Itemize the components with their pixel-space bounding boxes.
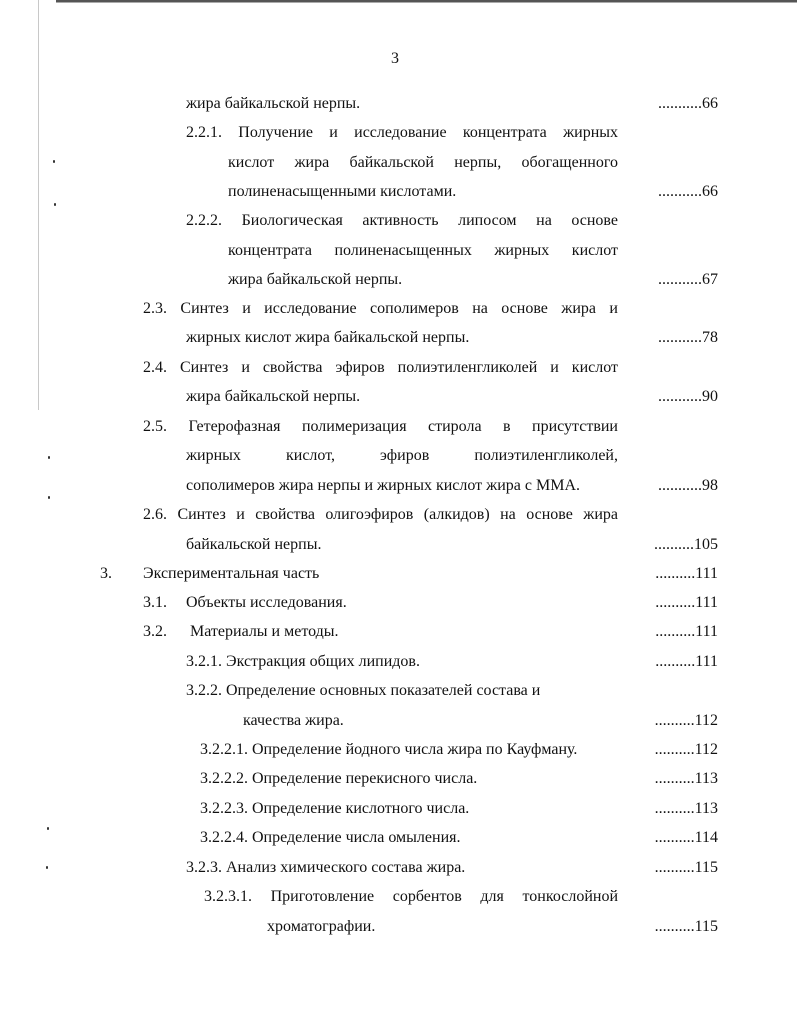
toc-entry-text: байкальской нерпы.: [186, 536, 322, 553]
page-number: 3: [391, 50, 399, 67]
toc-page-ref: ...........98: [658, 477, 718, 494]
toc-entry-text: качества жира.: [243, 712, 344, 729]
toc-page-ref: ..........115: [654, 918, 718, 935]
scan-speck: [48, 456, 50, 459]
toc-section-number: 3.: [100, 565, 112, 582]
toc-page-ref: ...........66: [658, 95, 718, 112]
toc-entry-text: 2.5. Гетерофазная полимеризация стирола в присутствии: [143, 418, 618, 435]
toc-page-ref: ..........105: [654, 536, 718, 553]
toc-entry-text: 3.2.2.4. Определение числа омыления.: [200, 829, 461, 846]
toc-entry-text: 2.4. Синтез и свойства эфиров полиэтиленгликолей и кислот: [143, 359, 618, 376]
toc-entry-text: хроматографии.: [267, 918, 376, 935]
toc-page-ref: ..........112: [654, 712, 718, 729]
toc-entry-text: кислот жира байкальской нерпы, обогащенного: [228, 154, 618, 171]
toc-entry-text: Экспериментальная часть: [143, 565, 320, 582]
toc-page-ref: ...........66: [658, 183, 718, 200]
toc-page-ref: ...........90: [658, 388, 718, 405]
scan-speck: [47, 827, 49, 830]
toc-page-ref: ..........114: [654, 829, 718, 846]
toc-page-ref: ..........113: [654, 770, 718, 787]
toc-entry-text: 3.2.2.1. Определение йодного числа жира по Кауфману.: [200, 741, 578, 758]
toc-page-ref: ...........78: [658, 329, 718, 346]
toc-page-ref: ..........115: [654, 859, 718, 876]
toc-page-ref: ..........111: [655, 565, 718, 582]
scan-margin-line: [38, 0, 39, 410]
toc-page-ref: ..........111: [655, 623, 718, 640]
toc-entry-text: полиненасыщенными кислотами.: [228, 183, 457, 200]
toc-entry-text: концентрата полиненасыщенных жирных кислот: [228, 242, 618, 259]
toc-page-ref: ..........112: [654, 741, 718, 758]
toc-entry-text: 3.2.1. Экстракция общих липидов.: [186, 653, 420, 670]
toc-entry-text: 3.2.2.3. Определение кислотного числа.: [200, 800, 470, 817]
top-border-line-shadow: [56, 2, 797, 3]
toc-section-number: 3.1.: [143, 594, 167, 611]
toc-entry-text: 2.3. Синтез и исследование сополимеров на основе жира и: [143, 300, 618, 317]
scan-speck: [48, 496, 50, 499]
toc-entry-text: 2.6. Синтез и свойства олигоэфиров (алкидов) на основе жира: [143, 506, 618, 523]
toc-entry-text: 3.2.2.2. Определение перекисного числа.: [200, 770, 478, 787]
toc-entry-text: Материалы и методы.: [190, 623, 339, 640]
toc-entry-text: 2.2.2. Биологическая активность липосом на основе: [186, 212, 618, 229]
toc-entry-text: сополимеров жира нерпы и жирных кислот жира с ММА.: [186, 477, 580, 494]
toc-section-number: 3.2.: [143, 623, 167, 640]
scan-speck: [54, 203, 56, 206]
scan-speck: [53, 160, 55, 163]
toc-entry-text: 3.2.2. Определение основных показателей состава и: [186, 682, 541, 699]
toc-entry-text: 3.2.3. Анализ химического состава жира.: [186, 859, 466, 876]
toc-entry-text: жира байкальской нерпы.: [186, 95, 361, 112]
toc-entry-text: жирных кислот жира байкальской нерпы.: [186, 329, 470, 346]
toc-entry-text: Объекты исследования.: [186, 594, 347, 611]
toc-page-ref: ...........67: [658, 271, 718, 288]
toc-page-ref: ..........111: [655, 594, 718, 611]
toc-page-ref: ..........113: [654, 800, 718, 817]
toc-entry-text: жирных кислот, эфиров полиэтиленгликолей,: [186, 447, 618, 464]
toc-entry-text: жира байкальской нерпы.: [186, 388, 361, 405]
toc-page-ref: ..........111: [655, 653, 718, 670]
toc-entry-text: жира байкальской нерпы.: [228, 271, 403, 288]
toc-entry-text: 3.2.3.1. Приготовление сорбентов для тонкослойной: [204, 888, 618, 905]
scan-speck: [46, 866, 48, 869]
toc-entry-text: 2.2.1. Получение и исследование концентрата жирных: [186, 124, 618, 141]
